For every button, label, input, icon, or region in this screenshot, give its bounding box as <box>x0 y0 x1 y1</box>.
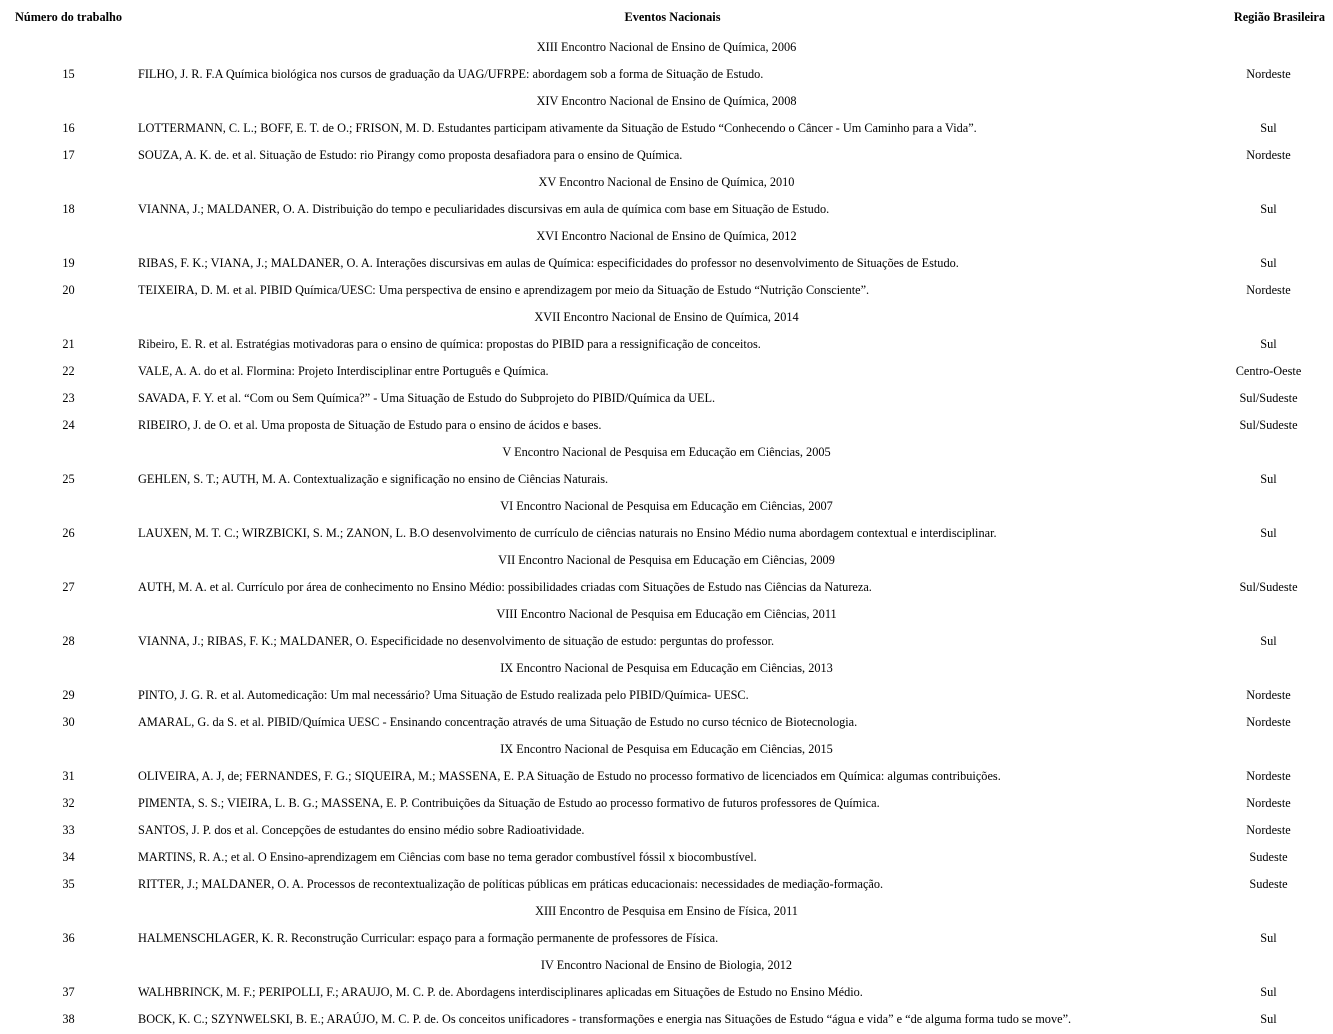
work-reference: RITTER, J.; MALDANER, O. A. Processos de recontextualização de políticas públicas em práticas educacionais: necessidades de mediação-formação. <box>138 877 884 891</box>
table-row <box>0 844 1333 871</box>
table-row <box>0 925 1333 952</box>
table-row <box>0 142 1333 169</box>
work-number: 31 <box>62 769 75 783</box>
work-reference: LAUXEN, M. T. C.; WIRZBICKI, S. M.; ZANON, L. B.O desenvolvimento de currículo de ciências naturais no Ensino Médio numa abordagem contextual e interdisciplinar. <box>138 526 997 540</box>
work-region: Sudeste <box>1249 877 1288 891</box>
event-heading: XIII Encontro de Pesquisa em Ensino de Física, 2011 <box>535 904 798 918</box>
work-region: Nordeste <box>1246 148 1291 162</box>
table-row <box>0 520 1333 547</box>
work-region: Sul <box>1260 472 1277 486</box>
table-body <box>0 34 1333 1033</box>
work-number: 21 <box>62 337 75 351</box>
work-reference: VIANNA, J.; MALDANER, O. A. Distribuição do tempo e peculiaridades discursivas em aula de química com base em Situação de Estudo. <box>138 202 830 216</box>
work-number: 23 <box>62 391 75 405</box>
event-heading-row <box>0 601 1333 628</box>
work-region: Nordeste <box>1246 67 1291 81</box>
work-region: Nordeste <box>1246 715 1291 729</box>
work-number: 37 <box>62 985 75 999</box>
table-row <box>0 277 1333 304</box>
work-reference: VIANNA, J.; RIBAS, F. K.; MALDANER, O. Especificidade no desenvolvimento de situação de estudo: perguntas do professor. <box>138 634 775 648</box>
event-heading: XVI Encontro Nacional de Ensino de Química, 2012 <box>536 229 797 243</box>
work-reference: Ribeiro, E. R. et al. Estratégias motivadoras para o ensino de química: propostas do PIBID para a ressignificação de conceitos. <box>138 337 761 351</box>
header-number: Número do trabalho <box>14 9 123 24</box>
work-number: 17 <box>62 148 75 162</box>
work-region: Sul <box>1260 985 1277 999</box>
event-heading-row <box>0 898 1333 925</box>
work-number: 34 <box>62 850 75 864</box>
table-row <box>0 763 1333 790</box>
event-heading: XIV Encontro Nacional de Ensino de Química, 2008 <box>536 94 797 108</box>
work-region: Sul <box>1260 202 1277 216</box>
event-heading-row <box>0 223 1333 250</box>
table-row <box>0 466 1333 493</box>
work-number: 36 <box>62 931 75 945</box>
table-row <box>0 628 1333 655</box>
work-reference: BOCK, K. C.; SZYNWELSKI, B. E.; ARAÚJO, M. C. P. de. Os conceitos unificadores - transformações e energia nas Situações de Estudo “água e vida” e “de alguma forma tudo se move”. <box>138 1012 1072 1026</box>
work-reference: WALHBRINCK, M. F.; PERIPOLLI, F.; ARAUJO, M. C. P. de. Abordagens interdisciplinares aplicadas em Situações de Estudo no Ensino Médio. <box>138 985 863 999</box>
work-region: Sul <box>1260 256 1277 270</box>
work-region: Sul/Sudeste <box>1239 580 1298 594</box>
work-region: Nordeste <box>1246 796 1291 810</box>
work-number: 19 <box>62 256 75 270</box>
table-row <box>0 1006 1333 1033</box>
table-row <box>0 61 1333 88</box>
work-number: 20 <box>62 283 75 297</box>
event-heading-row <box>0 88 1333 115</box>
work-number: 22 <box>62 364 75 378</box>
work-region: Sul <box>1260 526 1277 540</box>
event-heading-row <box>0 304 1333 331</box>
event-heading: XV Encontro Nacional de Ensino de Química, 2010 <box>538 175 795 189</box>
event-heading: XIII Encontro Nacional de Ensino de Química, 2006 <box>536 40 797 54</box>
work-number: 35 <box>62 877 75 891</box>
table-row <box>0 412 1333 439</box>
work-reference: SOUZA, A. K. de. et al. Situação de Estudo: rio Pirangy como proposta desafiadora para o ensino de Química. <box>138 148 683 162</box>
work-region: Nordeste <box>1246 823 1291 837</box>
table-row <box>0 790 1333 817</box>
work-region: Sul <box>1260 1012 1277 1026</box>
table-row <box>0 358 1333 385</box>
header-event: Eventos Nacionais <box>624 9 721 24</box>
header-region: Região Brasileira <box>1233 9 1325 24</box>
work-number: 25 <box>62 472 75 486</box>
table-row <box>0 574 1333 601</box>
event-heading: IX Encontro Nacional de Pesquisa em Educação em Ciências, 2015 <box>500 742 833 756</box>
work-reference: PINTO, J. G. R. et al. Automedicação: Um mal necessário? Uma Situação de Estudo realizada pelo PIBID/Química- UESC. <box>138 688 749 702</box>
work-reference: RIBEIRO, J. de O. et al. Uma proposta de Situação de Estudo para o ensino de ácidos e bases. <box>138 418 602 432</box>
work-number: 33 <box>62 823 75 837</box>
table-row <box>0 196 1333 223</box>
work-number: 24 <box>62 418 75 432</box>
work-number: 38 <box>62 1012 75 1026</box>
work-number: 26 <box>62 526 75 540</box>
event-heading-row <box>0 493 1333 520</box>
work-region: Nordeste <box>1246 688 1291 702</box>
work-reference: VALE, A. A. do et al. Flormina: Projeto Interdisciplinar entre Português e Química. <box>138 364 549 378</box>
work-reference: AMARAL, G. da S. et al. PIBID/Química UESC - Ensinando concentração através de uma Situação de Estudo no curso técnico de Biotecnologia. <box>138 715 858 729</box>
work-number: 18 <box>62 202 75 216</box>
work-number: 15 <box>62 67 75 81</box>
work-region: Sul <box>1260 634 1277 648</box>
event-heading-row <box>0 169 1333 196</box>
event-heading-row <box>0 547 1333 574</box>
work-reference: LOTTERMANN, C. L.; BOFF, E. T. de O.; FRISON, M. D. Estudantes participam ativamente da Situação de Estudo “Conhecendo o Câncer - Um Caminho para a Vida”. <box>138 121 977 135</box>
work-region: Centro-Oeste <box>1235 364 1302 378</box>
table-row <box>0 817 1333 844</box>
work-reference: OLIVEIRA, A. J, de; FERNANDES, F. G.; SIQUEIRA, M.; MASSENA, E. P.A Situação de Estudo no processo formativo de licenciados em Química: algumas contribuições. <box>138 769 1001 783</box>
work-region: Sul <box>1260 931 1277 945</box>
work-number: 32 <box>62 796 75 810</box>
work-reference: RIBAS, F. K.; VIANA, J.; MALDANER, O. A. Interações discursivas em aulas de Química: especificidades do professor no desenvolvimento de Situações de Estudo. <box>138 256 959 270</box>
event-heading-row <box>0 34 1333 61</box>
table-row <box>0 115 1333 142</box>
event-heading: XVII Encontro Nacional de Ensino de Química, 2014 <box>534 310 799 324</box>
work-region: Sul/Sudeste <box>1239 391 1298 405</box>
work-reference: SAVADA, F. Y. et al. “Com ou Sem Química?” - Uma Situação de Estudo do Subprojeto do PIBID/Química da UEL. <box>138 391 716 405</box>
event-heading: VI Encontro Nacional de Pesquisa em Educação em Ciências, 2007 <box>500 499 833 513</box>
work-number: 28 <box>62 634 75 648</box>
event-heading-row <box>0 952 1333 979</box>
work-region: Nordeste <box>1246 283 1291 297</box>
work-reference: SANTOS, J. P. dos et al. Concepções de estudantes do ensino médio sobre Radioatividade. <box>138 823 585 837</box>
table-row <box>0 979 1333 1006</box>
work-number: 27 <box>62 580 75 594</box>
work-number: 29 <box>62 688 75 702</box>
work-region: Nordeste <box>1246 769 1291 783</box>
work-number: 16 <box>62 121 75 135</box>
work-reference: FILHO, J. R. F.A Química biológica nos cursos de graduação da UAG/UFRPE: abordagem sob a forma de Situação de Estudo. <box>138 67 764 81</box>
event-heading: IV Encontro Nacional de Ensino de Biologia, 2012 <box>540 958 793 972</box>
work-reference: HALMENSCHLAGER, K. R. Reconstrução Curricular: espaço para a formação permanente de professores de Física. <box>138 931 719 945</box>
work-region: Sul <box>1260 337 1277 351</box>
work-number: 30 <box>62 715 75 729</box>
work-region: Sul <box>1260 121 1277 135</box>
event-heading: VII Encontro Nacional de Pesquisa em Educação em Ciências, 2009 <box>498 553 835 567</box>
table-row <box>0 871 1333 898</box>
event-heading-row <box>0 439 1333 466</box>
table-row <box>0 331 1333 358</box>
event-heading: IX Encontro Nacional de Pesquisa em Educação em Ciências, 2013 <box>500 661 833 675</box>
table-row <box>0 682 1333 709</box>
table-row <box>0 385 1333 412</box>
table-row <box>0 250 1333 277</box>
work-reference: MARTINS, R. A.; et al. O Ensino-aprendizagem em Ciências com base no tema gerador combustível fóssil x biocombustível. <box>138 850 757 864</box>
header-row <box>0 0 1333 34</box>
work-reference: TEIXEIRA, D. M. et al. PIBID Química/UESC: Uma perspectiva de ensino e aprendizagem por meio da Situação de Estudo “Nutrição Consciente”. <box>138 283 870 297</box>
work-reference: GEHLEN, S. T.; AUTH, M. A. Contextualização e significação no ensino de Ciências Naturais. <box>138 472 609 486</box>
work-region: Sudeste <box>1249 850 1288 864</box>
work-reference: AUTH, M. A. et al. Currículo por área de conhecimento no Ensino Médio: possibilidades criadas com Situações de Estudo nas Ciências da Natureza. <box>138 580 872 594</box>
work-region: Sul/Sudeste <box>1239 418 1298 432</box>
table-row <box>0 709 1333 736</box>
event-heading-row <box>0 655 1333 682</box>
event-heading: VIII Encontro Nacional de Pesquisa em Educação em Ciências, 2011 <box>496 607 837 621</box>
event-heading-row <box>0 736 1333 763</box>
event-heading: V Encontro Nacional de Pesquisa em Educação em Ciências, 2005 <box>502 445 831 459</box>
work-reference: PIMENTA, S. S.; VIEIRA, L. B. G.; MASSENA, E. P. Contribuições da Situação de Estudo ao processo formativo de futuros professores de Química. <box>138 796 880 810</box>
